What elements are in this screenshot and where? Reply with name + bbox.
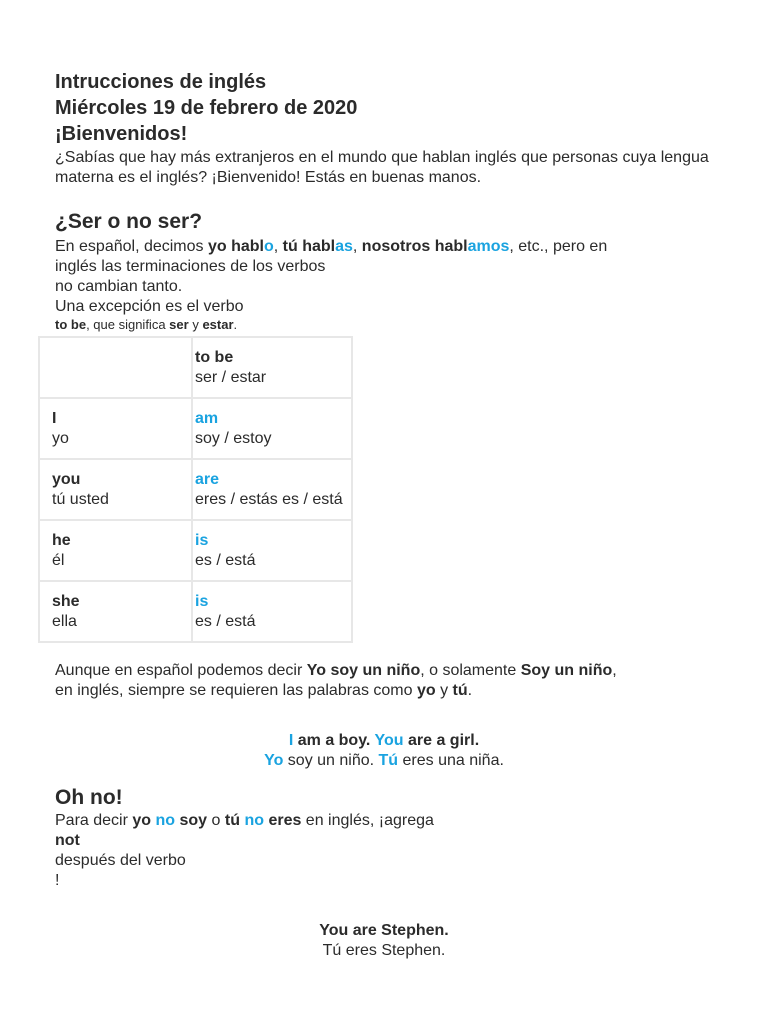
oh-no-line-4: ! xyxy=(55,872,60,889)
example-you: You xyxy=(374,732,404,749)
ser-y: y xyxy=(188,317,203,332)
table-header-row xyxy=(39,337,352,398)
ser-term: ser xyxy=(169,317,189,332)
ser-comma-1: , xyxy=(273,238,283,255)
ser-line-1 xyxy=(55,237,725,257)
example-eres-nina: eres una niña. xyxy=(398,752,504,769)
example-1-en xyxy=(0,731,768,751)
verb-es: eres / estás es / está xyxy=(195,490,343,508)
ohno-not: not xyxy=(55,832,80,849)
table-header-cell xyxy=(192,337,352,398)
pronoun-es: ella xyxy=(52,612,77,630)
example-2-en-text: You are Stephen. xyxy=(319,922,449,939)
pronoun: she xyxy=(52,592,80,610)
ser-line-2: inglés las terminaciones de los verbos xyxy=(55,258,326,275)
example-am-boy: am a boy. xyxy=(293,732,375,749)
nosotros-stem: nosotros habl xyxy=(361,238,468,255)
after-text-f: . xyxy=(467,682,473,699)
example-1-es xyxy=(0,751,768,771)
verb-es: soy / estoy xyxy=(195,429,272,447)
ohno-soy: soy xyxy=(179,812,208,829)
oh-no-line-3: después del verbo xyxy=(55,852,186,869)
header-translation: ser / estar xyxy=(195,368,267,386)
table-header-empty xyxy=(39,337,192,398)
table-row xyxy=(39,520,352,581)
yo-hablo-stem: yo habl xyxy=(207,238,264,255)
tu-hablas-ending: as xyxy=(335,238,353,255)
verb-cell xyxy=(192,581,352,642)
to-be-term: to be xyxy=(55,317,87,332)
pronoun-cell xyxy=(39,459,192,520)
conjugation-table xyxy=(38,336,353,643)
ser-period: . xyxy=(233,317,238,332)
after-text-d: en inglés, siempre se requieren las palabras como xyxy=(55,682,417,699)
pronoun-es: él xyxy=(52,551,65,569)
document-title: Intrucciones de inglés xyxy=(55,71,267,93)
example-soy-nino: soy un niño. xyxy=(283,752,379,769)
document-date: Miércoles 19 de febrero de 2020 xyxy=(55,97,358,119)
ser-line-5 xyxy=(55,317,725,333)
section-ser xyxy=(55,209,725,333)
intro-text: ¿Sabías que hay más extranjeros en el mundo que hablan inglés que personas cuya lengua materna es el inglés? ¡Bienvenido! Estás en buenas manos. xyxy=(55,149,709,186)
pronoun: he xyxy=(52,531,71,549)
example-yo: Yo xyxy=(264,752,284,769)
example-2-en xyxy=(0,921,768,941)
ohno-text-b: en inglés, ¡agrega xyxy=(301,812,434,829)
header xyxy=(55,69,725,147)
pronoun-cell xyxy=(39,581,192,642)
ser-comma-2: , xyxy=(352,238,362,255)
after-table-paragraph xyxy=(55,661,725,701)
pronoun-es: yo xyxy=(52,429,69,447)
table-row xyxy=(39,581,352,642)
tu-word: tú xyxy=(452,682,468,699)
example-i: I xyxy=(288,732,294,749)
verb: am xyxy=(195,409,219,427)
ohno-tu: tú xyxy=(224,812,240,829)
example-1 xyxy=(0,731,768,771)
pronoun-es: tú usted xyxy=(52,490,109,508)
ser-line-3: no cambian tanto. xyxy=(55,278,183,295)
header-verb: to be xyxy=(195,348,234,366)
ser-line-4: Una excepción es el verbo xyxy=(55,298,244,315)
ohno-no-2: no xyxy=(244,812,264,829)
yo-hablo-ending: o xyxy=(264,238,274,255)
example-2 xyxy=(0,921,768,961)
verb-cell xyxy=(192,520,352,581)
verb-cell xyxy=(192,459,352,520)
oh-no-line-2 xyxy=(55,831,725,851)
verb-cell xyxy=(192,398,352,459)
after-line-1 xyxy=(55,661,725,681)
soy-phrase: Soy un niño xyxy=(520,662,613,679)
section-ser-heading: ¿Ser o no ser? xyxy=(55,210,203,233)
pronoun: I xyxy=(52,409,57,427)
pronoun-cell xyxy=(39,398,192,459)
intro-paragraph xyxy=(55,148,725,188)
oh-no-line-1 xyxy=(55,811,725,831)
after-text-c: , xyxy=(612,662,617,679)
ohno-eres: eres xyxy=(268,812,302,829)
yo-word: yo xyxy=(416,682,436,699)
pronoun-cell xyxy=(39,520,192,581)
verb-es: es / está xyxy=(195,551,256,569)
table-row xyxy=(39,398,352,459)
nosotros-ending: amos xyxy=(467,238,510,255)
estar-term: estar xyxy=(202,317,234,332)
tu-hablas-stem: tú habl xyxy=(282,238,336,255)
verb: are xyxy=(195,470,220,488)
after-text-b: , o solamente xyxy=(420,662,521,679)
verb-es: es / está xyxy=(195,612,256,630)
after-text-a: Aunque en español podemos decir xyxy=(55,662,307,679)
verb: is xyxy=(195,531,209,549)
example-2-es: Tú eres Stephen. xyxy=(322,942,446,959)
verb: is xyxy=(195,592,209,610)
ser-text-2: , etc., pero en xyxy=(509,238,608,255)
after-text-e: y xyxy=(435,682,453,699)
example-tu: Tú xyxy=(378,752,399,769)
example-are-girl: are a girl. xyxy=(403,732,480,749)
yo-soy-phrase: Yo soy un niño xyxy=(306,662,421,679)
ser-text-1: En español, decimos xyxy=(55,238,208,255)
ohno-no-1: no xyxy=(155,812,176,829)
ser-meaning-text: , que significa xyxy=(86,317,170,332)
after-line-2 xyxy=(55,681,725,701)
section-oh-no xyxy=(55,785,725,891)
ohno-text-a: Para decir xyxy=(55,812,133,829)
welcome-heading: ¡Bienvenidos! xyxy=(55,123,188,145)
ohno-o: o xyxy=(207,812,225,829)
ohno-yo: yo xyxy=(132,812,152,829)
oh-no-heading: Oh no! xyxy=(55,786,123,809)
table-row xyxy=(39,459,352,520)
pronoun: you xyxy=(52,470,81,488)
